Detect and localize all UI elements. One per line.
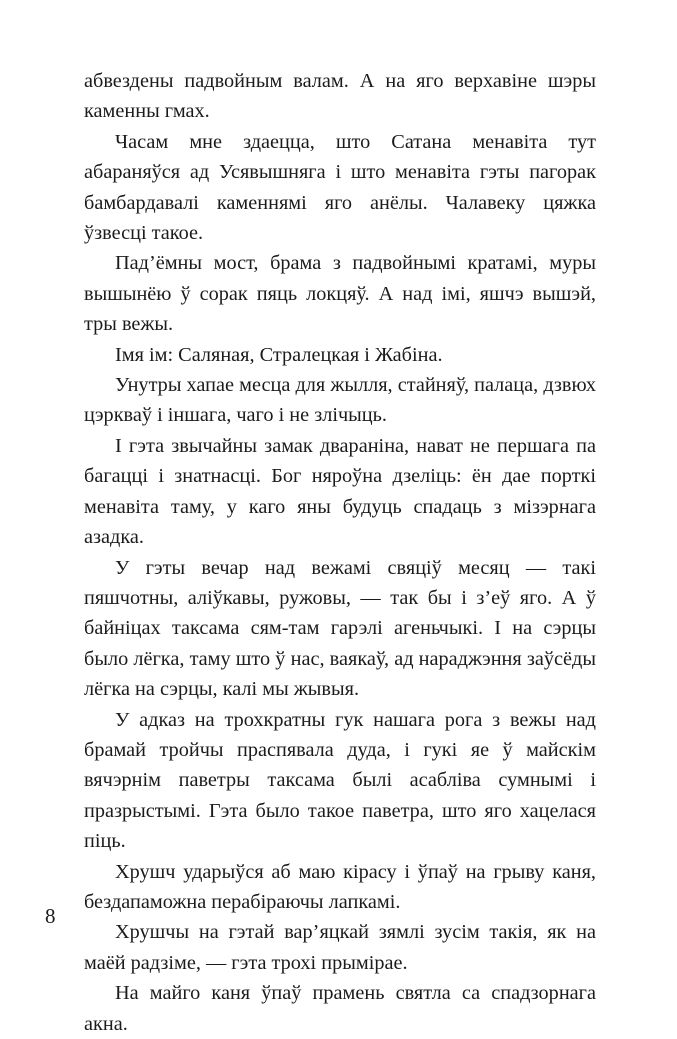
body-text bbox=[84, 66, 596, 1039]
paragraph: Хрушч ударыўся аб маю кірасу і ўпаў на грыву каня, бездапаможна перабіраючы лапкамі. bbox=[84, 860, 596, 913]
paragraph: На майго каня ўпаў прамень святла са спадзорнага акна. bbox=[84, 982, 596, 1035]
paragraph: І гэта звычайны замак двараніна, нават не першага па багацці і знатнасці. Бог няроўна дзеліць: ён дае порткі менавіта таму, у каго яны будуць спадаць з мізэрнага азадка. bbox=[84, 434, 596, 549]
paragraph: У гэты вечар над вежамі свяціў месяц — такі пяшчотны, аліўкавы, ружовы, — так бы і з’еў яго. А ў байніцах таксама сям-там гарэлі агеньчыкі. І на сэрцы было лёгка, таму што ў нас, ваякаў, ад нараджэння заўсёды лёгка на сэрцы, калі мы жывыя. bbox=[84, 556, 596, 701]
paragraph-continued: абвездены падвойным валам. А на яго верхавіне шэры каменны гмах. bbox=[84, 70, 596, 123]
paragraph: Унутры хапае месца для жылля, стайняў, палаца, дзвюх цэркваў і іншага, чаго і не злічыць. bbox=[84, 374, 596, 427]
paragraph: Пад’ёмны мост, брама з падвойнымі кратамі, муры вышынёю ў сорак пяць локцяў. А над імі, яшчэ вышэй, тры вежы. bbox=[84, 252, 596, 336]
paragraph: Імя ім: Саляная, Стралецкая і Жабіна. bbox=[115, 343, 443, 366]
page-number: 8 bbox=[45, 904, 56, 928]
paragraph: Часам мне здаецца, што Сатана менавіта тут абараняўся ад Усявышняга і што менавіта гэты пагорак бамбардавалі каменнямі яго анёлы. Чалавеку цяжка ўзвесці такое. bbox=[84, 130, 596, 245]
paragraph: У адказ на трохкратны гук нашага рога з вежы над брамай тройчы праспявала дуда, і гукі яе ў майскім вячэрнім паветры таксама былі асабліва сумнымі і празрыстымі. Гэта было такое паветра, што яго хацелася піць. bbox=[84, 708, 596, 853]
paragraph: Хрушчы на гэтай вар’яцкай зямлі зусім такія, як на маёй радзіме, — гэта трохі прымірае. bbox=[84, 921, 596, 974]
